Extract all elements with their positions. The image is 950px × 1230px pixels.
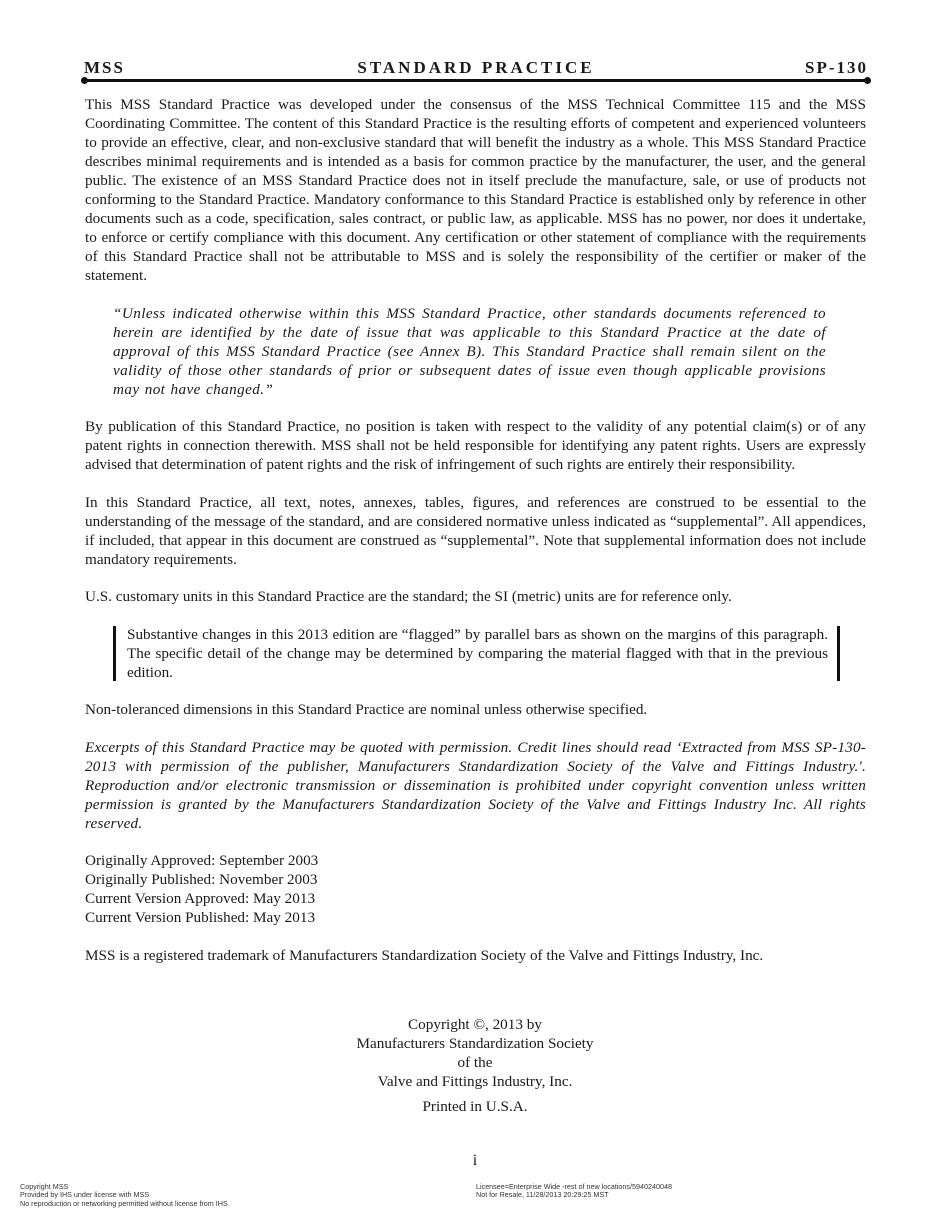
- change-bar-right: [837, 626, 840, 681]
- footer-line: Provided by IHS under license with MSS: [20, 1190, 150, 1200]
- change-bar-left: [113, 626, 116, 681]
- dimensions-paragraph: Non-toleranced dimensions in this Standard Practice are nominal unless otherwise specified.: [85, 701, 648, 718]
- date-line: Current Version Published: May 2013: [85, 909, 316, 926]
- page-header: [84, 58, 868, 80]
- consensus-paragraph: This MSS Standard Practice was developed under the consensus of the MSS Technical Committee 115 and the MSS Coordinating Committee. The content of this Standard Practice is the resulting efforts of competent and experienced volunteers to provide an effective, clear, and non-exclusive standard that will benefit the industry as a whole. This MSS Standard Practice describes minimal requirements and is intended as a basis for common practice by the manufacturer, the user, and the general public. The existence of an MSS Standard Practice does not in itself preclude the manufacture, sale, or use of products not conforming to the Standard Practice. Mandatory conformance to this Standard Practice is established only by reference in other documents such as a code, specification, sales contract, or public law, as applicable. MSS has no power, nor does it undertake, to enforce or certify compliance with this document. Any certification or other statement of compliance with the requirements of this Standard Practice shall not be attributable to MSS and is solely the responsibility of the certifier or maker of the statement.: [85, 96, 866, 284]
- flagged-changes-text: Substantive changes in this 2013 edition are “flagged” by parallel bars as shown on the margins of this paragraph. The specific detail of the change may be determined by comparing the material flagged with that in the previous edition.: [127, 625, 828, 681]
- copyright-block: [0, 1015, 950, 1116]
- page-body: [85, 95, 866, 965]
- footer-license-right: [476, 1183, 672, 1200]
- trademark-paragraph: MSS is a registered trademark of Manufacturers Standardization Society of the Valve and Fittings Industry, Inc.: [85, 946, 764, 964]
- header-doc-number: SP-130: [805, 58, 868, 77]
- footer-line: No reproduction or networking permitted without license from IHS: [20, 1198, 228, 1208]
- excerpts-paragraph: Excerpts of this Standard Practice may be quoted with permission. Credit lines should read ‘Extracted from MSS SP-130-2013 with permission of the publisher, Manufacturers Standardization Society of the Valve and Fittings Industry.'. Reproduction and/or electronic transmission or dissemination is prohibited under copyright convention unless written permission is granted by the Manufacturers Standardization Society of the Valve and Fittings Industry Inc. All rights reserved.: [85, 738, 866, 832]
- printed-in: Printed in U.S.A.: [422, 1098, 528, 1115]
- footer-line: Licensee=Enterprise Wide -rest of new locations/5940240048: [476, 1182, 672, 1191]
- footer-line: Copyright MSS: [20, 1182, 69, 1191]
- copyright-line: Valve and Fittings Industry, Inc.: [377, 1073, 573, 1090]
- normative-paragraph: In this Standard Practice, all text, notes, annexes, tables, figures, and references are construed to be essential to the understanding of the message of the standard, and are considered normative unless indicated as “supplemental”. All appendices, if included, that appear in this document are construed as “supplemental”. Note that supplemental information does not include mandatory requirements.: [85, 493, 866, 568]
- approval-dates: [85, 851, 866, 927]
- header-org: MSS: [84, 58, 125, 77]
- date-line: Originally Published: November 2003: [85, 871, 318, 888]
- page-number: i: [472, 1152, 478, 1169]
- header-rule: [84, 79, 868, 82]
- footer-license-left: [20, 1183, 228, 1208]
- copyright-line: Copyright ©, 2013 by: [408, 1016, 542, 1033]
- standards-quote: “Unless indicated otherwise within this MSS Standard Practice, other standards documents referenced to herein are identified by the date of issue that was applicable to this Standard Practice at the date of approval of this MSS Standard Practice (see Annex B). This Standard Practice shall remain silent on the validity of those other standards of prior or subsequent dates of issue even though applicable provisions may not have changed.”: [113, 304, 826, 398]
- copyright-line: of the: [457, 1054, 493, 1071]
- footer-line: Not for Resale, 11/28/2013 20:29:25 MST: [476, 1190, 609, 1200]
- header-title: STANDARD PRACTICE: [357, 58, 595, 77]
- date-line: Current Version Approved: May 2013: [85, 890, 316, 907]
- patent-paragraph: By publication of this Standard Practice, no position is taken with respect to the validity of any potential claim(s) or of any patent rights in connection therewith. MSS shall not be held responsible for identifying any patent rights. Users are expressly advised that determination of patent rights and the risk of infringement of such rights are entirely their responsibility.: [85, 418, 866, 473]
- units-paragraph: U.S. customary units in this Standard Practice are the standard; the SI (metric) units are for reference only.: [85, 588, 732, 605]
- copyright-line: Manufacturers Standardization Society: [356, 1035, 594, 1052]
- date-line: Originally Approved: September 2003: [85, 852, 319, 869]
- flagged-changes-note: [113, 625, 828, 682]
